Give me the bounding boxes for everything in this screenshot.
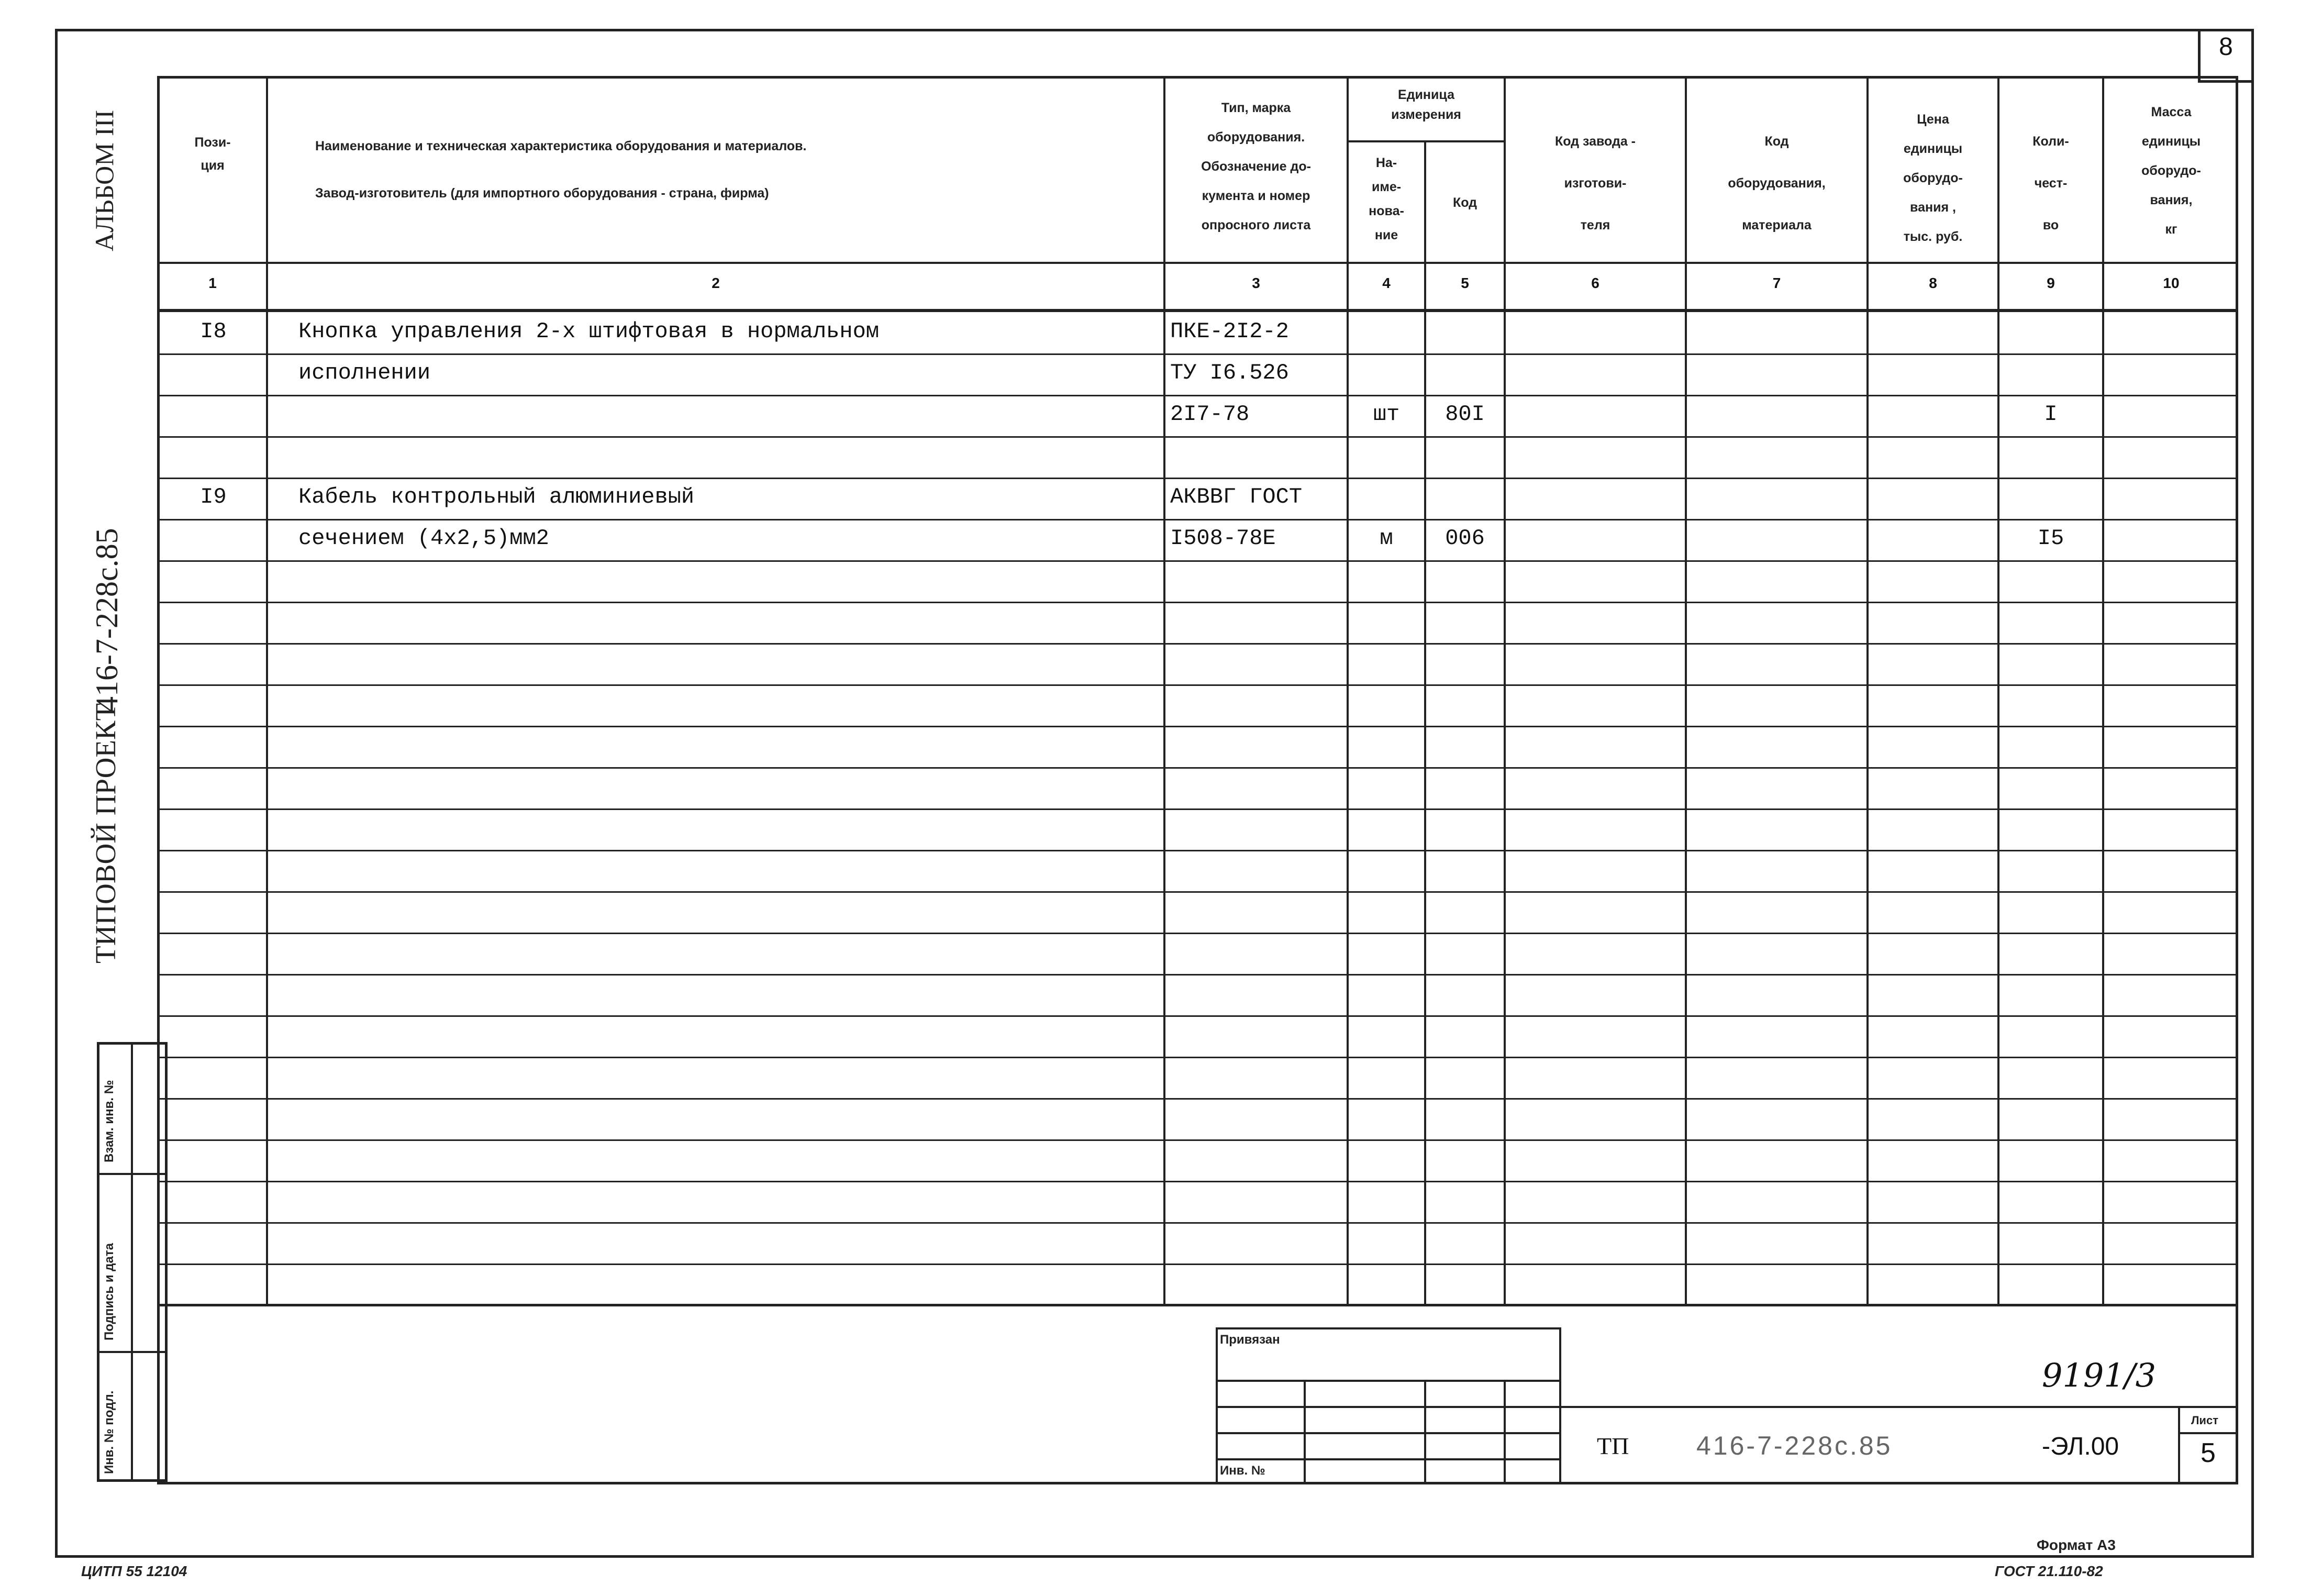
row-line [157, 436, 2238, 438]
row-line [157, 974, 2238, 976]
colnum-10: 10 [2163, 275, 2180, 291]
row-line [157, 602, 2238, 603]
cell-unit: шт [1373, 402, 1400, 427]
hdr-unit-code: Код [1452, 195, 1477, 210]
row-line [157, 726, 2238, 727]
row-line [157, 1098, 2238, 1100]
cell-type: ПКЕ-2I2-2 [1170, 319, 1289, 344]
hdr-factory-code: Код завода - изготови- теля [1554, 134, 1636, 232]
tp-label: ТП [1597, 1433, 1629, 1459]
row-line [157, 891, 2238, 893]
hdr-mass: Масса единицы оборудо- вания, кг [2141, 105, 2201, 237]
cell-name: Кабель контрольный алюминиевый [298, 484, 695, 509]
colnum-6: 6 [1591, 275, 1599, 291]
hdr-unit-name: На- име- нова- ние [1369, 156, 1404, 242]
spec-table [157, 76, 2238, 1306]
title-block [157, 1306, 2238, 1484]
doc-number: 9191/3 [2042, 1356, 2157, 1394]
row-line [157, 1222, 2238, 1224]
cell-type: 2I7-78 [1170, 402, 1250, 427]
colnum-4: 4 [1382, 275, 1391, 291]
hdr-position: Пози- ция [194, 135, 231, 173]
header-bottom-line [157, 262, 2238, 264]
colnum-9: 9 [2047, 275, 2055, 291]
row-line [157, 850, 2238, 851]
cell-unit: м [1380, 526, 1393, 551]
side-project-code: 416-7-228с.85 [90, 528, 124, 712]
row-line [157, 684, 2238, 686]
cell-name: сечением (4х2,5)мм2 [298, 526, 549, 551]
designation-suffix: -ЭЛ.00 [2042, 1433, 2119, 1460]
hdr-type: Тип, марка оборудования. Обозначение до- кумента и номер опросного листа [1201, 101, 1311, 232]
colnum-7: 7 [1772, 275, 1781, 291]
designation: 416-7-228с.85 [1696, 1431, 1893, 1460]
list-label: Лист [2191, 1414, 2218, 1427]
row-line [157, 808, 2238, 810]
cell-quantity: I5 [2037, 526, 2064, 551]
colnum-1: 1 [208, 275, 217, 291]
row-line [157, 1139, 2238, 1141]
row-line [157, 1057, 2238, 1058]
list-number: 5 [2201, 1438, 2216, 1468]
side-album-label: АЛЬБОМ III [90, 109, 119, 251]
row-line [157, 560, 2238, 562]
cell-unit-code: 006 [1445, 526, 1485, 551]
cell-type: АКВВГ ГОСТ [1170, 484, 1303, 509]
cell-quantity: I [2044, 402, 2058, 427]
corner-sheet-number: 8 [2219, 33, 2233, 61]
footer-gost: ГОСТ 21.110-82 [1995, 1563, 2103, 1579]
side-project-type: ТИПОВОЙ ПРОЕКТ [90, 703, 121, 963]
cell-name: исполнении [298, 360, 431, 385]
stamp-cell-inventory: Инв. № подл. [102, 1390, 116, 1474]
row-line [157, 1015, 2238, 1017]
cell-unit-code: 80I [1445, 402, 1485, 427]
colnum-8: 8 [1929, 275, 1937, 291]
hdr-quantity: Коли- чест- во [2032, 134, 2069, 232]
hdr-unit-group: Единица измерения [1391, 87, 1461, 122]
cell-name: Кнопка управления 2-х штифтовая в нормальном [298, 319, 879, 344]
footer-format: Формат А3 [2037, 1537, 2116, 1553]
colnum-3: 3 [1252, 275, 1260, 291]
row-line [157, 643, 2238, 645]
hdr-equipment-code: Код оборудования, материала [1728, 134, 1826, 232]
row-line [157, 1264, 2238, 1265]
hdr-name: Наименование и техническая характеристика оборудования и материалов. Завод-изготовитель (для импортного оборудования - страна, фирма) [315, 139, 807, 201]
cell-type: ТУ I6.526 [1170, 360, 1289, 385]
stamp-cell-replace: Взам. инв. № [102, 1080, 116, 1162]
colnum-5: 5 [1461, 275, 1469, 291]
colnum-2: 2 [712, 275, 720, 291]
cell-type: I508-78Е [1170, 526, 1276, 551]
footer-left: ЦИТП 55 12104 [81, 1563, 187, 1579]
cell-position: I9 [200, 484, 227, 509]
inv-no-label: Инв. № [1220, 1464, 1265, 1478]
hdr-price: Цена единицы оборудо- вания , тыс. руб. [1903, 112, 1963, 244]
row-line [157, 933, 2238, 934]
row-line [157, 1181, 2238, 1182]
cell-position: I8 [200, 319, 227, 344]
privyazan-label: Привязан [1220, 1333, 1280, 1347]
row-line [157, 767, 2238, 769]
stamp-cell-signature: Подпись и дата [102, 1243, 116, 1340]
